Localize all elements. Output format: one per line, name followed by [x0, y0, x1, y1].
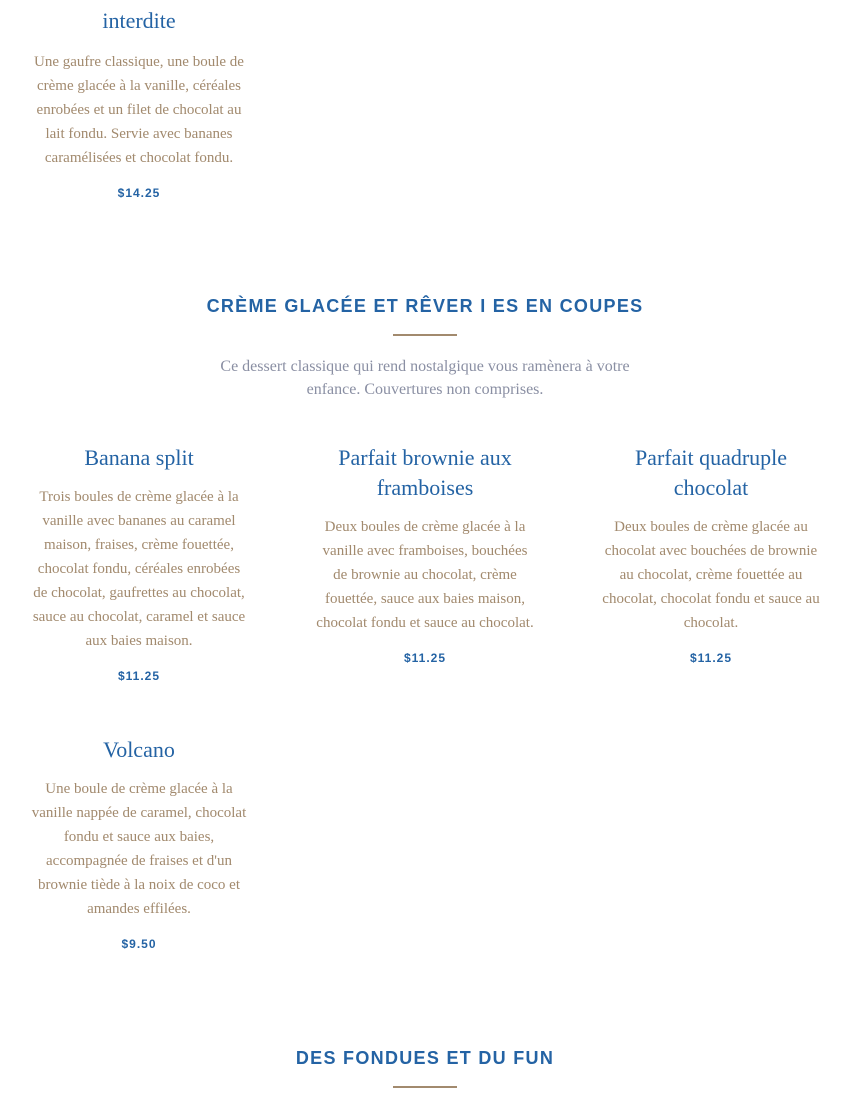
menu-item-volcano	[29, 735, 249, 951]
menu-item-title: interdite	[102, 8, 176, 33]
menu-item-price: $14.25	[117, 186, 161, 200]
menu-item-title: Volcano	[103, 737, 175, 762]
section-divider	[393, 334, 457, 336]
menu-item-price: $9.50	[121, 937, 157, 951]
menu-item-parfait-brownie	[315, 443, 535, 665]
section-divider	[393, 1086, 457, 1088]
menu-item-description: Trois boules de crème glacée à la vanille avec bananes au caramel maison, fraises, crème fouettée, chocolat fondu, céréales enrobées de chocolat, gaufrettes au chocolat, sauce au chocolat, caramel et sauce aux baies maison.	[32, 489, 246, 649]
menu-item-description: Une gaufre classique, une boule de crème glacée à la vanille, céréales enrobées et un filet de chocolat au lait fondu. Servie avec bananes caramélisées et chocolat fondu.	[34, 54, 244, 166]
menu-item-title: Parfait quadruple chocolat	[634, 445, 788, 500]
menu-item-description: Deux boules de crème glacée au chocolat avec bouchées de brownie au chocolat, crème fouettée au chocolat, chocolat fondu et sauce au chocolat.	[602, 519, 820, 631]
menu-item-price: $11.25	[117, 669, 161, 683]
menu-item-title: Banana split	[84, 445, 194, 470]
section-title-sundaes: CRÈME GLACÉE ET RÊVER I ES EN COUPES	[206, 296, 644, 316]
menu-item-price: $11.25	[689, 651, 733, 665]
menu-item-banana-split	[29, 443, 249, 683]
menu-item-price: $11.25	[403, 651, 447, 665]
menu-item-parfait-quadruple	[601, 443, 821, 665]
section-title-fondues: DES FONDUES ET DU FUN	[295, 1048, 555, 1068]
menu-item-title: Parfait brownie aux framboises	[338, 445, 512, 500]
menu-item-previous	[29, 6, 249, 200]
section-intro: Ce dessert classique qui rend nostalgique vous ramènera à votre enfance. Couvertures non comprises.	[220, 358, 630, 398]
menu-item-description: Une boule de crème glacée à la vanille nappée de caramel, chocolat fondu et sauce aux baies, accompagnée de fraises et d'un brownie tiède à la noix de coco et amandes effilées.	[31, 781, 247, 917]
menu-item-description: Deux boules de crème glacée à la vanille avec framboises, bouchées de brownie au chocolat, crème fouettée, sauce aux baies maison, chocolat fondu et sauce au chocolat.	[316, 519, 534, 631]
